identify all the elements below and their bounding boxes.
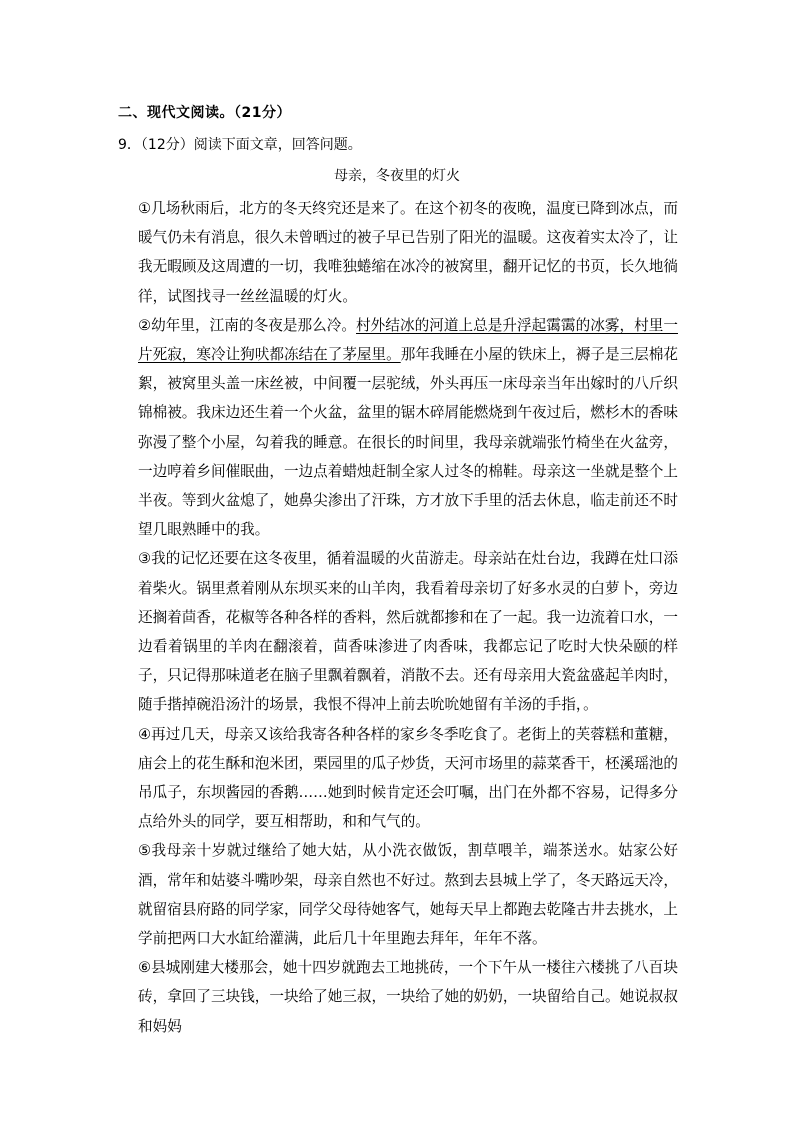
paragraph-5	[138, 836, 678, 953]
paragraph-text: ⑥县城刚建大楼那会，她十四岁就跑去工地挑砖，一个下午从一楼往六楼挑了八百块砖，拿回了三块钱，一块给了她三叔，一块给了她的奶奶，一块留给自己。她说叔叔和妈妈	[138, 959, 678, 1035]
paragraph-4	[138, 720, 678, 837]
paragraph-text: ②幼年里，江南的冬夜是那么冷。	[138, 316, 357, 334]
paragraph-text: ⑤我母亲十岁就过继给了她大姑，从小洗衣做饭，割草喂羊，端茶送水。姑家公好酒，常年和姑婆斗嘴吵架，母亲自然也不好过。熬到去县城上学了，冬天路远天冷，就留宿县府路的同学家，同学父母待她客气，她每天早上都跑去乾隆古井去挑水，上学前把两口大水缸给灌满，此后几十年里跑去拜年，年年不落。	[138, 842, 678, 948]
article-title: 母亲，冬夜里的灯火	[334, 168, 460, 184]
underlined-sentence: 村外结冰的河道上总是升浮起霭霭的冰雾，村里一片死寂，寒冷让狗吠都冻结在了茅屋里。	[138, 316, 678, 364]
paragraph-6	[138, 953, 678, 1041]
article-body	[138, 194, 678, 1041]
paragraph-text: 那年我睡在小屋的铁床上，褥子是三层棉花絮，被窝里头盖一床丝被，中间覆一层驼绒，外头再压一床母亲当年出嫁时的八斤织锦棉被。我床边还生着一个火盆，盆里的锯木碎屑能燃烧到午夜过后，燃杉木的香味弥漫了整个小屋，勾着我的睡意。在很长的时间里，我母亲就端张竹椅坐在火盆旁，一边哼着乡间催眠曲，一边点着蜡烛赶制全家人过冬的棉鞋。母亲这一坐就是整个上半夜。等到火盆熄了，她鼻尖渗出了汗珠，方才放下手里的活去休息，临走前还不时望几眼熟睡中的我。	[138, 346, 678, 539]
section-title: 二、现代文阅读。（21分）	[118, 105, 291, 121]
paragraph-text: ④再过几天，母亲又该给我寄各种各样的家乡冬季吃食了。老街上的芙蓉糕和董糖，庙会上的花生酥和泡米团，栗园里的瓜子炒货，天河市场里的蒜菜香干，柸溪瑶池的吊瓜子，东坝酱园的香鹅……她到时候肯定还会叮嘱，出门在外都不容易，记得多分点给外头的同学，要互相帮助，和和气气的。	[138, 725, 678, 831]
paragraph-text: ③我的记忆还要在这冬夜里，循着温暖的火苗游走。母亲站在灶台边，我蹲在灶口添着柴火。锅里煮着刚从东坝买来的山羊肉，我看着母亲切了好多水灵的白萝卜，旁边还搁着茴香，花椒等各种各样的香料，然后就都掺和在了一起。我一边流着口水，一边看着锅里的羊肉在翻滚着，茴香味渗进了肉香味，我都忘记了吃时大快朵颐的样子，只记得那味道老在脑子里飘着飘着，消散不去。还有母亲用大瓷盆盛起羊肉时，随手揩掉碗沿汤汁的场景，我恨不得冲上前去吮吮她留有羊汤的手指，。	[138, 550, 678, 714]
paragraph-2	[138, 311, 678, 545]
paragraph-text: ①几场秋雨后，北方的冬天终究还是来了。在这个初冬的夜晚，温度已降到冰点，而暖气仍未有消息，很久未曾晒过的被子早已告别了阳光的温暖。这夜着实太冷了，让我无暇顾及这周遭的一切，我唯独蜷缩在冰冷的被窝里，翻开记忆的书页，长久地徜徉，试图找寻一丝丝温暖的灯火。	[138, 200, 678, 305]
paragraph-1	[138, 194, 678, 311]
question-prompt: 9．（12分）阅读下面文章，回答问题。	[118, 137, 362, 153]
paragraph-3	[138, 544, 678, 719]
